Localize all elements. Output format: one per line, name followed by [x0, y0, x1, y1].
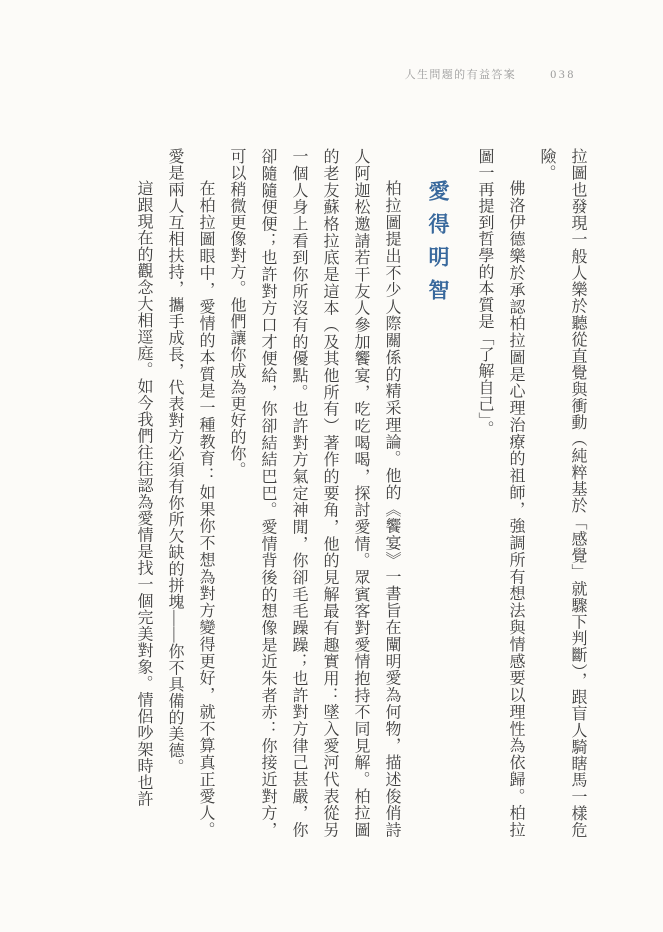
paragraph: 在柏拉圖眼中，愛情的本質是一種教育：如果你不想為對方變得更好，就不算真正愛人。愛是兩人互相扶持，攜手成長，代表對方必須有你所欠缺的拼塊——你不具備的美德。	[166, 148, 214, 838]
section-heading: 愛得明智	[426, 179, 450, 312]
paragraph: 這跟現在的觀念大相逕庭。如今我們往往認為愛情是找一個完美對象。情侶吵架時也許	[135, 180, 152, 807]
paragraph: 柏拉圖提出不少人際關係的精采理論。他的《饗宴》一書旨在闡明愛為何物，描述俊俏詩人阿迦松邀請若干友人參加饗宴，吃吃喝喝，探討愛情。眾賓客對愛情抱持不同見解。柏拉圖的老友蘇格拉底是這本（及其他所有）著作的要角，他的見解最有趣實用：墜入愛河代表從另一個人身上看到你所沒有的優點。也許對方氣定神閒，你卻毛毛躁躁；也許對方律己甚嚴，你卻隨隨便便；也許對方口才便給，你卻結結巴巴。愛情背後的想像是近朱者赤：你接近對方，可以稍微更像對方。他們讓你成為更好的你。	[228, 148, 400, 838]
running-head-book-title: 人生問題的有益答案	[404, 69, 517, 81]
running-head	[405, 66, 576, 82]
vertical-text-content	[128, 148, 593, 838]
paragraph-continuation: 拉圖也發現一般人樂於聽從直覺與衝動（純粹基於「感覺」就驟下判斷），跟盲人騎瞎馬一樣危險。	[538, 148, 586, 838]
page-number: 038	[550, 67, 576, 81]
paragraph: 佛洛伊德樂於承認柏拉圖是心理治療的祖師，強調所有想法與情感要以理性為依歸。柏拉圖一再提到哲學的本質是「了解自己」。	[476, 148, 524, 838]
